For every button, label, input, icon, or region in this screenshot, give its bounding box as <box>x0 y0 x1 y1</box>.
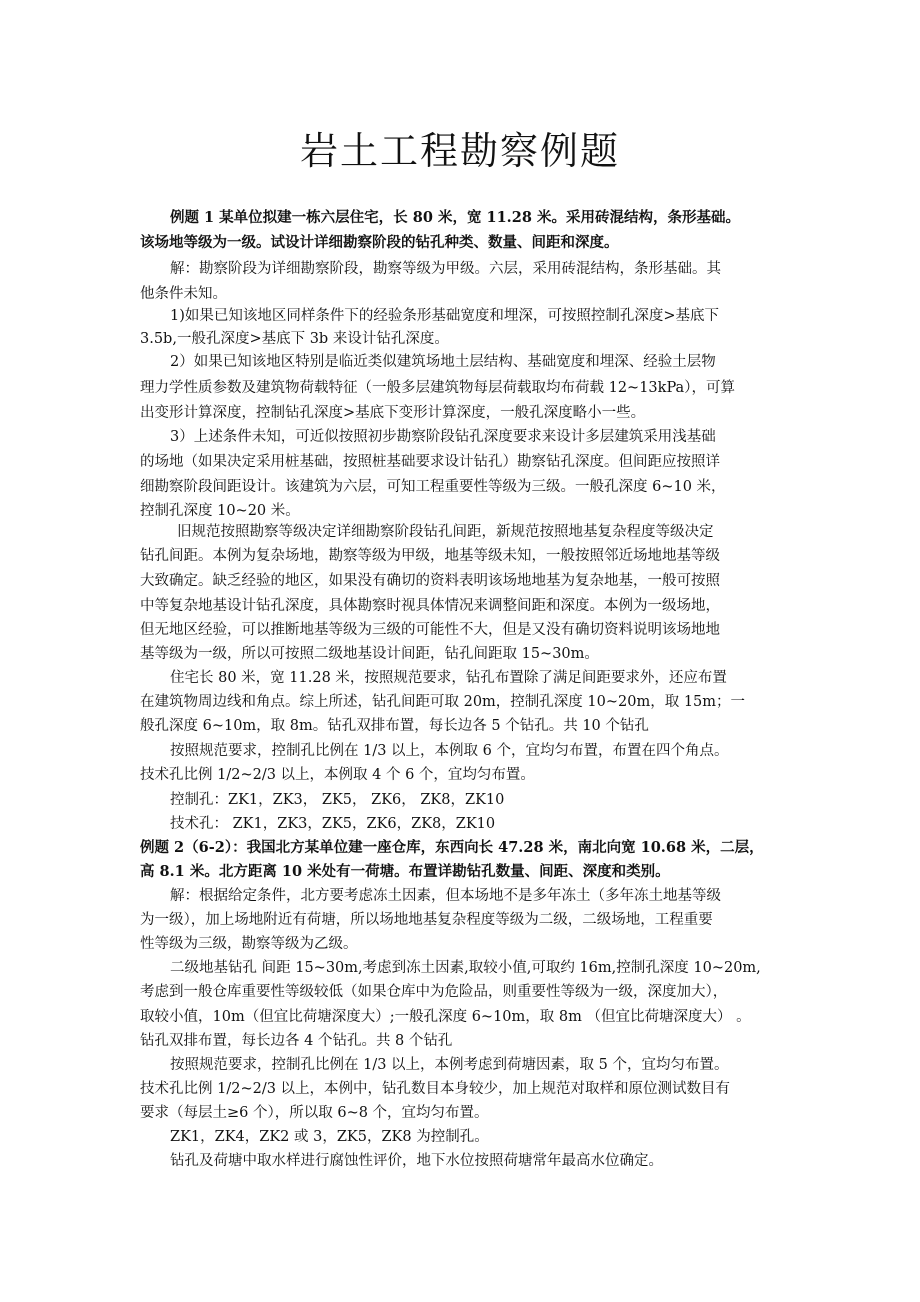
paragraph-line: 钻孔及荷塘中取水样进行腐蚀性评价，地下水位按照荷塘常年最高水位确定。 <box>170 1153 663 1169</box>
paragraph-line: 例题 1 某单位拟建一栋六层住宅，长 80 米，宽 11.28 米。采用砖混结构，条形基础。 <box>170 209 740 226</box>
paragraph-line: 细勘察阶段间距设计。该建筑为六层，可知工程重要性等级为三级。一般孔深度 6~10 米， <box>140 479 726 495</box>
paragraph-line: 中等复杂地基设计钻孔深度，具体勘察时视具体情况来调整间距和深度。本例为一级场地， <box>140 598 720 614</box>
paragraph-line: 基等级为一级，所以可按照二级地基设计间距，钻孔间距取 15~30m。 <box>140 646 599 662</box>
paragraph-line: 考虑到一般仓库重要性等级较低（如果仓库中为危险品，则重要性等级为一级，深度加大）， <box>140 984 728 1000</box>
paragraph-line: 2）如果已知该地区特别是临近类似建筑场地土层结构、基础宽度和埋深、经验土层物 <box>170 354 716 370</box>
paragraph-line: 例题 2（6-2）：我国北方某单位建一座仓库，东西向长 47.28 米，南北向宽 10.68 米，二层， <box>140 839 764 856</box>
paragraph-line: 该场地等级为一级。试设计详细勘察阶段的钻孔种类、数量、间距和深度。 <box>140 234 619 251</box>
paragraph-line: 技术孔： ZK1，ZK3，ZK5，ZK6，ZK8，ZK10 <box>170 816 496 832</box>
paragraph-line: 3.5b,一般孔深度>基底下 3b 来设计钻孔深度。 <box>140 331 449 347</box>
paragraph-line: 取较小值，10m（但宜比荷塘深度大）;一般孔深度 6~10m，取 8m （但宜比荷塘深度大） 。 <box>140 1009 751 1025</box>
paragraph-line: 的场地（如果决定采用桩基础，按照桩基础要求设计钻孔）勘察钻孔深度。但间距应按照详 <box>140 454 720 470</box>
paragraph-line: 解：根据给定条件，北方要考虑冻土因素，但本场地不是多年冻土（多年冻土地基等级 <box>170 888 721 904</box>
paragraph-line: 理力学性质参数及建筑物荷载特征（一般多层建筑物每层荷载取均布荷载 12~13kPa），可算 <box>140 380 735 396</box>
paragraph-line: 高 8.1 米。北方距离 10 米处有一荷塘。布置详勘钻孔数量、间距、深度和类别。 <box>140 863 670 880</box>
paragraph-line: 1)如果已知该地区同样条件下的经验条形基础宽度和埋深，可按照控制孔深度>基底下 <box>170 308 720 324</box>
paragraph-line: 二级地基钻孔 间距 15~30m,考虑到冻土因素,取较小值,可取约 16m,控制孔深度 10~20m, <box>170 960 761 976</box>
paragraph-line: 按照规范要求，控制孔比例在 1/3 以上，本例考虑到荷塘因素，取 5 个，宜均匀布置。 <box>170 1057 729 1073</box>
paragraph-line: 旧规范按照勘察等级决定详细勘察阶段钻孔间距，新规范按照地基复杂程度等级决定 <box>177 524 714 540</box>
paragraph-line: 大致确定。缺乏经验的地区，如果没有确切的资料表明该场地地基为复杂地基，一般可按照 <box>140 573 720 589</box>
paragraph-line: 技术孔比例 1/2~2/3 以上，本例取 4 个 6 个，宜均匀布置。 <box>140 767 535 783</box>
paragraph-line: 住宅长 80 米，宽 11.28 米，按照规范要求，钻孔布置除了满足间距要求外，还应布置 <box>170 670 727 686</box>
paragraph-line: 钻孔间距。本例为复杂场地，勘察等级为甲级，地基等级未知，一般按照邻近场地地基等级 <box>140 548 720 564</box>
paragraph-line: 为一级），加上场地附近有荷塘，所以场地地基复杂程度等级为二级，二级场地，工程重要 <box>140 912 713 928</box>
paragraph-line: 出变形计算深度，控制钻孔深度>基底下变形计算深度，一般孔深度略小一些。 <box>140 405 646 421</box>
paragraph-line: 性等级为三级，勘察等级为乙级。 <box>140 936 358 952</box>
paragraph-line: 在建筑物周边线和角点。综上所述，钻孔间距可取 20m，控制孔深度 10~20m，取 15m；一 <box>140 694 746 710</box>
page-title: 岩土工程勘察例题 <box>299 129 620 173</box>
paragraph-line: 但无地区经验，可以推断地基等级为三级的可能性不大，但是又没有确切资料说明该场地地 <box>140 622 720 638</box>
paragraph-line: ZK1，ZK4，ZK2 或 3，ZK5，ZK8 为控制孔。 <box>170 1129 489 1145</box>
paragraph-line: 般孔深度 6~10m，取 8m。钻孔双排布置，每长边各 5 个钻孔。共 10 个钻孔 <box>140 718 649 734</box>
paragraph-line: 控制孔深度 10~20 米。 <box>140 503 300 519</box>
paragraph-line: 3）上述条件未知，可近似按照初步勘察阶段钻孔深度要求来设计多层建筑采用浅基础 <box>170 429 716 445</box>
paragraph-line: 技术孔比例 1/2~2/3 以上，本例中，钻孔数目本身较少，加上规范对取样和原位测试数目有 <box>140 1081 731 1097</box>
paragraph-line: 控制孔：ZK1，ZK3， ZK5， ZK6， ZK8，ZK10 <box>170 792 505 808</box>
paragraph-line: 钻孔双排布置，每长边各 4 个钻孔。共 8 个钻孔 <box>140 1033 453 1049</box>
paragraph-line: 解：勘察阶段为详细勘察阶段，勘察等级为甲级。六层，采用砖混结构，条形基础。其 <box>170 261 721 277</box>
paragraph-line: 按照规范要求，控制孔比例在 1/3 以上，本例取 6 个，宜均匀布置，布置在四个角点。 <box>170 743 729 759</box>
paragraph-line: 要求（每层土≥6 个），所以取 6~8 个，宜均匀布置。 <box>140 1105 489 1121</box>
paragraph-line: 他条件未知。 <box>140 286 227 302</box>
